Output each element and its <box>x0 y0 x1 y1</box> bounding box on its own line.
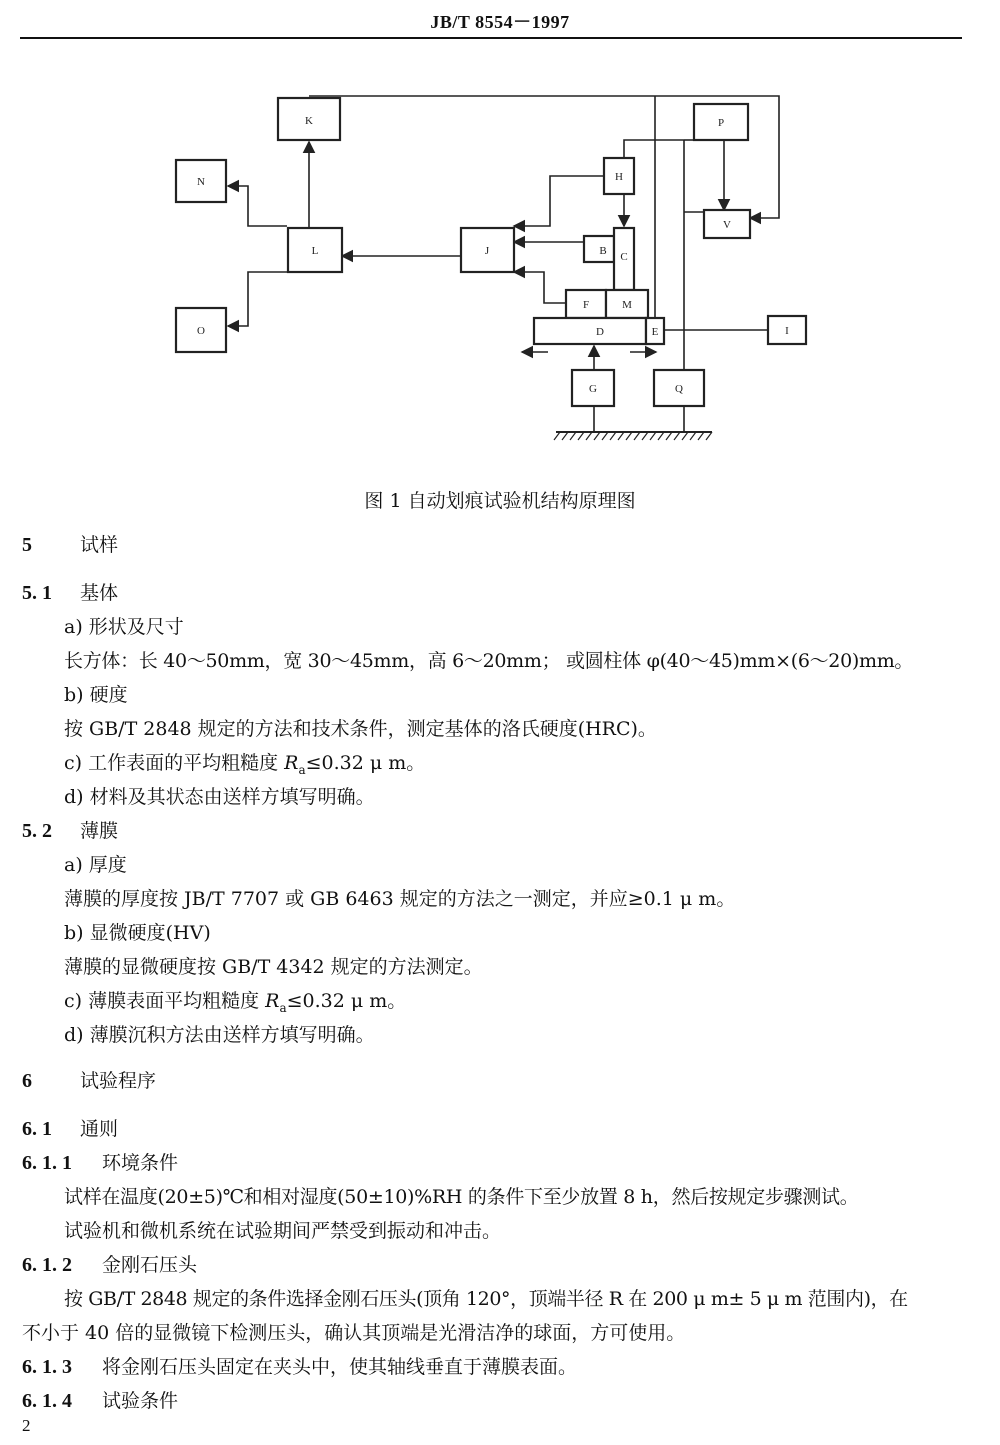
roughness-symbol: R <box>284 752 299 774</box>
section-title: 基体 <box>80 582 119 604</box>
label-n: N <box>197 176 205 188</box>
item-5-1-c <box>64 750 425 783</box>
section-title: 薄膜 <box>80 820 119 842</box>
section-6 <box>22 1068 156 1094</box>
label-f: F <box>582 299 590 311</box>
roughness-symbol: R <box>265 990 280 1012</box>
document-code-header: JB/T 8554－1997 <box>430 12 570 32</box>
section-number: 6. 1. 4 <box>22 1390 72 1412</box>
scratch-tester-diagram <box>0 0 1000 470</box>
section-6-1-4 <box>22 1388 178 1414</box>
label-q: Q <box>675 383 683 395</box>
paragraph-5-2-b: 薄膜的显微硬度按 GB/T 4342 规定的方法测定。 <box>64 956 483 978</box>
section-number: 6. 1. 2 <box>22 1254 72 1276</box>
label-k: K <box>305 115 313 127</box>
label-v: V <box>723 219 731 231</box>
label-c: C <box>620 251 628 263</box>
paragraph-6-1-2-a: 按 GB/T 2848 规定的条件选择金刚石压头(顶角 120°，顶端半径 R 在 200 μ m± 5 μ m 范围内)，在 <box>64 1288 908 1310</box>
item-5-1-d: d) 材料及其状态由送样方填写明确。 <box>64 786 375 808</box>
paragraph-5-1-a: 长方体：长 40～50mm，宽 30～45mm，高 6～20mm； 或圆柱体 φ(40～45)mm×(6～20)mm。 <box>64 650 914 672</box>
box-d <box>534 318 646 344</box>
label-b: B <box>599 245 607 257</box>
item-5-1-b: b) 硬度 <box>64 684 128 706</box>
section-5-1 <box>22 580 118 606</box>
item-5-2-c <box>64 988 406 1021</box>
section-title: 金刚石压头 <box>102 1254 198 1276</box>
section-title: 环境条件 <box>102 1152 179 1174</box>
paragraph-6-1-2-b: 不小于 40 倍的显微镜下检测压头，确认其顶端是光滑洁净的球面，方可使用。 <box>22 1322 686 1344</box>
section-number: 6. 1. 1 <box>22 1152 72 1174</box>
item-5-2-a: a) 厚度 <box>64 854 127 876</box>
label-p: P <box>717 117 725 129</box>
label-d: D <box>596 326 604 338</box>
page-number: 2 <box>22 1416 31 1435</box>
text: ≤0.32 μ m。 <box>305 752 426 774</box>
label-e: E <box>651 326 659 338</box>
label-m: M <box>622 299 632 311</box>
section-title: 试验条件 <box>102 1390 179 1412</box>
label-j: J <box>484 245 490 257</box>
paragraph-6-1-1-a: 试样在温度(20±5)℃和相对湿度(50±10)%RH 的条件下至少放置 8 h，然后按规定步骤测试。 <box>64 1186 859 1208</box>
label-g: G <box>589 383 597 395</box>
label-h: H <box>615 171 623 183</box>
paragraph-6-1-1-b: 试验机和微机系统在试验期间严禁受到振动和冲击。 <box>64 1220 502 1242</box>
roughness-subscript: a <box>279 1000 287 1015</box>
section-title: 试样 <box>80 534 119 556</box>
section-number: 5. 2 <box>22 820 52 842</box>
section-title: 将金刚石压头固定在夹头中，使其轴线垂直于薄膜表面。 <box>102 1356 578 1378</box>
item-5-1-a: a) 形状及尺寸 <box>64 616 184 638</box>
text: c) 工作表面的平均粗糙度 <box>64 752 285 774</box>
section-6-1 <box>22 1116 118 1142</box>
text: ≤0.32 μ m。 <box>286 990 407 1012</box>
section-number: 6 <box>22 1070 32 1092</box>
section-5-2 <box>22 818 118 844</box>
section-number: 6. 1. 3 <box>22 1356 72 1378</box>
paragraph-5-2-a: 薄膜的厚度按 JB/T 7707 或 GB 6463 规定的方法之一测定，并应≥0.1 μ m。 <box>64 888 736 910</box>
item-5-2-d: d) 薄膜沉积方法由送样方填写明确。 <box>64 1024 375 1046</box>
label-l: L <box>311 245 319 257</box>
label-o: O <box>197 325 205 337</box>
section-title: 通则 <box>80 1118 119 1140</box>
figure-caption: 图 1 自动划痕试验机结构原理图 <box>364 490 636 512</box>
section-number: 5. 1 <box>22 582 52 604</box>
section-6-1-2 <box>22 1252 197 1278</box>
label-i: I <box>785 325 789 337</box>
text: c) 薄膜表面平均粗糙度 <box>64 990 266 1012</box>
section-number: 5 <box>22 534 32 556</box>
paragraph-5-1-b: 按 GB/T 2848 规定的方法和技术条件，测定基体的洛氏硬度(HRC)。 <box>64 718 657 740</box>
section-5 <box>22 532 118 558</box>
section-title: 试验程序 <box>80 1070 157 1092</box>
section-6-1-3 <box>22 1354 577 1380</box>
section-number: 6. 1 <box>22 1118 52 1140</box>
item-5-2-b: b) 显微硬度(HV) <box>64 922 211 944</box>
section-6-1-1 <box>22 1150 178 1176</box>
roughness-subscript: a <box>298 762 306 777</box>
